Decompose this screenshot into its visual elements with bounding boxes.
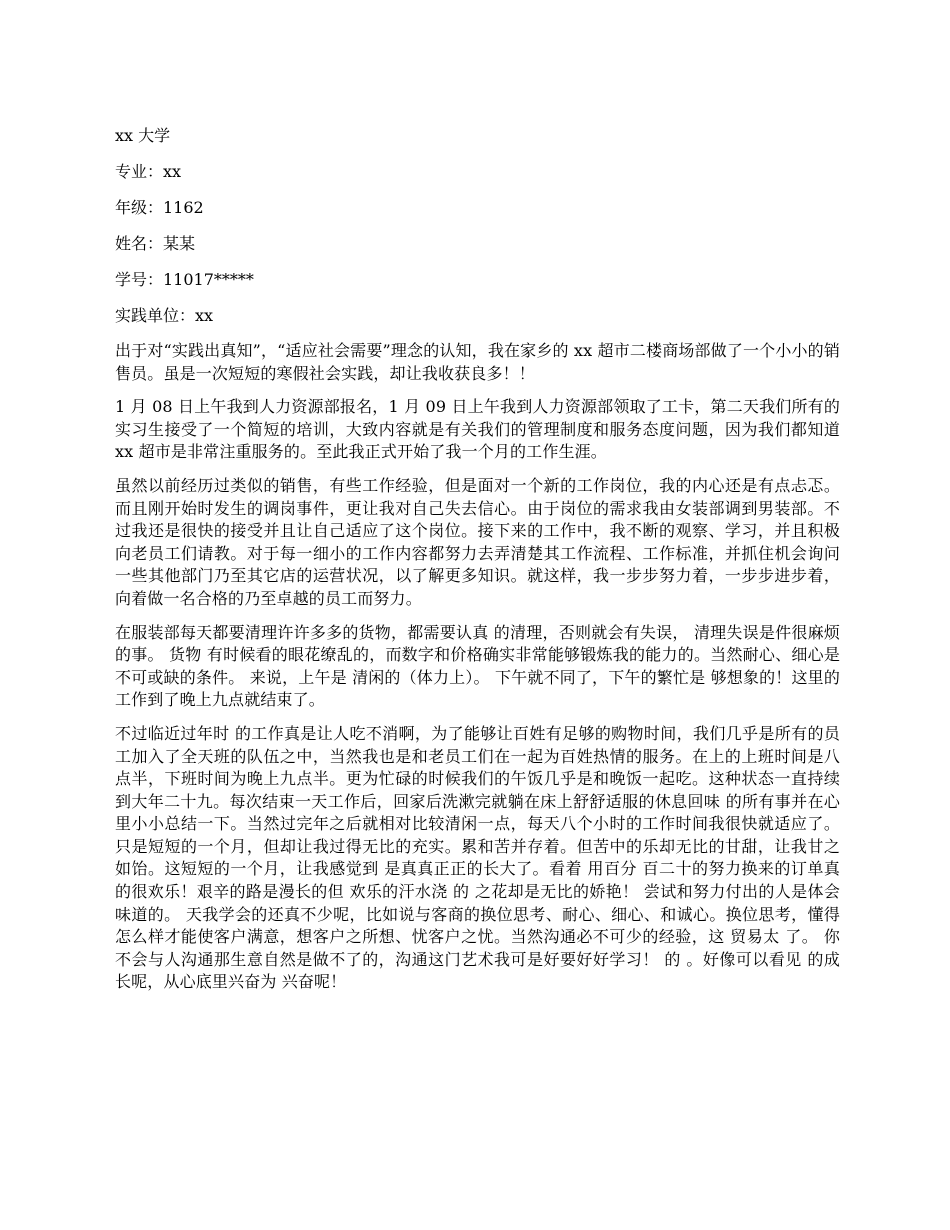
student-id-line: 学号：11017***** <box>115 270 254 289</box>
university-line: xx 大学 <box>115 126 171 145</box>
grade-line: 年级：1162 <box>115 198 204 217</box>
paragraph-adaptation: 虽然以前经历过类似的销售，有些工作经验，但是面对一个新的工作岗位，我的内心还是有点忐忑。而且刚开始时发生的调岗事件，更让我对自己失去信心。由于岗位的需求我由女装部调到男装部。不过我还是很快的接受并且让自己适应了这个岗位。接下来的工作中，我不断的观察、学习，并且积极向老员工们请教。对于每一细小的工作内容都努力去弄清楚其工作流程、工作标准，并抓住机会询问一些其他部门乃至其它店的运营状况，以了解更多知识。就这样，我一步步努力着，一步步进步着，向着做一名合格的乃至卓越的员工而努力。 <box>115 475 840 608</box>
major-line: 专业：xx <box>115 162 182 181</box>
practice-unit-line: 实践单位：xx <box>115 306 214 325</box>
paragraph-reflection: 不过临近过年时 的工作真是让人吃不消啊，为了能够让百姓有足够的购物时间，我们几乎是所有的员工加入了全天班的队伍之中，当然我也是和老员工们在一起为百姓热情的服务。在上的上班时间是八点半，下班时间为晚上九点半。更为忙碌的时候我们的午饭几乎是和晚饭一起吃。这种状态一直持续到大年二十九。每次结束一天工作后，回家后洗漱完就躺在床上舒舒适服的休息回味 的所有事并在心里小小总结一下。当然过完年之后就相对比较清闲一点，每天八个小时的工作时间我很快就适应了。 只是短短的一个月，但却让我过得无比的充实。累和苦并存着。但苦中的乐却无比的甘甜，让我甘之如饴。这短短的一个月，让我感觉到 是真真正正的长大了。看着 用百分 百二十的努力换来的订单真的很欢乐！艰辛的路是漫长的但 欢乐的汗水浇 的 之花却是无比的娇艳！ 尝试和努力付出的人是体会 味道的。 天我学会的还真不少呢，比如说与客商的换位思考、耐心、细心、和诚心。换位思考，懂得怎么样才能使客户满意，想客户之所想、忧客户之忧。当然沟通必不可少的经验，这 贸易太 了。 你不会与人沟通那生意自然是做不了的，沟通这门艺术我可是好要好好学习！ 的 。好像可以看见 的成长呢，从心底里兴奋为 兴奋呢！ <box>115 723 840 992</box>
paragraph-intro: 出于对“实践出真知”，“适应社会需要”理念的认知，我在家乡的 xx 超市二楼商场部做了一个小小的销售员。虽是一次短短的寒假社会实践，却让我收获良多！！ <box>115 341 840 383</box>
name-line: 姓名：某某 <box>115 234 196 253</box>
paragraph-daily-work: 在服装部每天都要清理许许多多的货物，都需要认真 的清理，否则就会有失误， 清理失误是件很麻烦的事。 货物 有时候看的眼花缭乱的，而数字和价格确实非常能够锻炼我的能力的。当然耐心、细心是不可或缺的条件。 来说，上午是 清闲的（体力上）。 下午就不同了，下午的繁忙是 够想象的！这里的工作到了晚上九点就结束了。 <box>115 622 840 710</box>
paragraph-training: 1 月 08 日上午我到人力资源部报名，1 月 09 日上午我到人力资源部领取了工卡，第二天我们所有的实习生接受了一个简短的培训，大致内容就是有关我们的管理制度和服务态度问题，因为我们都知道 xx 超市是非常注重服务的。至此我正式开始了我一个月的工作生涯。 <box>115 397 840 462</box>
document-page <box>115 124 840 1005</box>
